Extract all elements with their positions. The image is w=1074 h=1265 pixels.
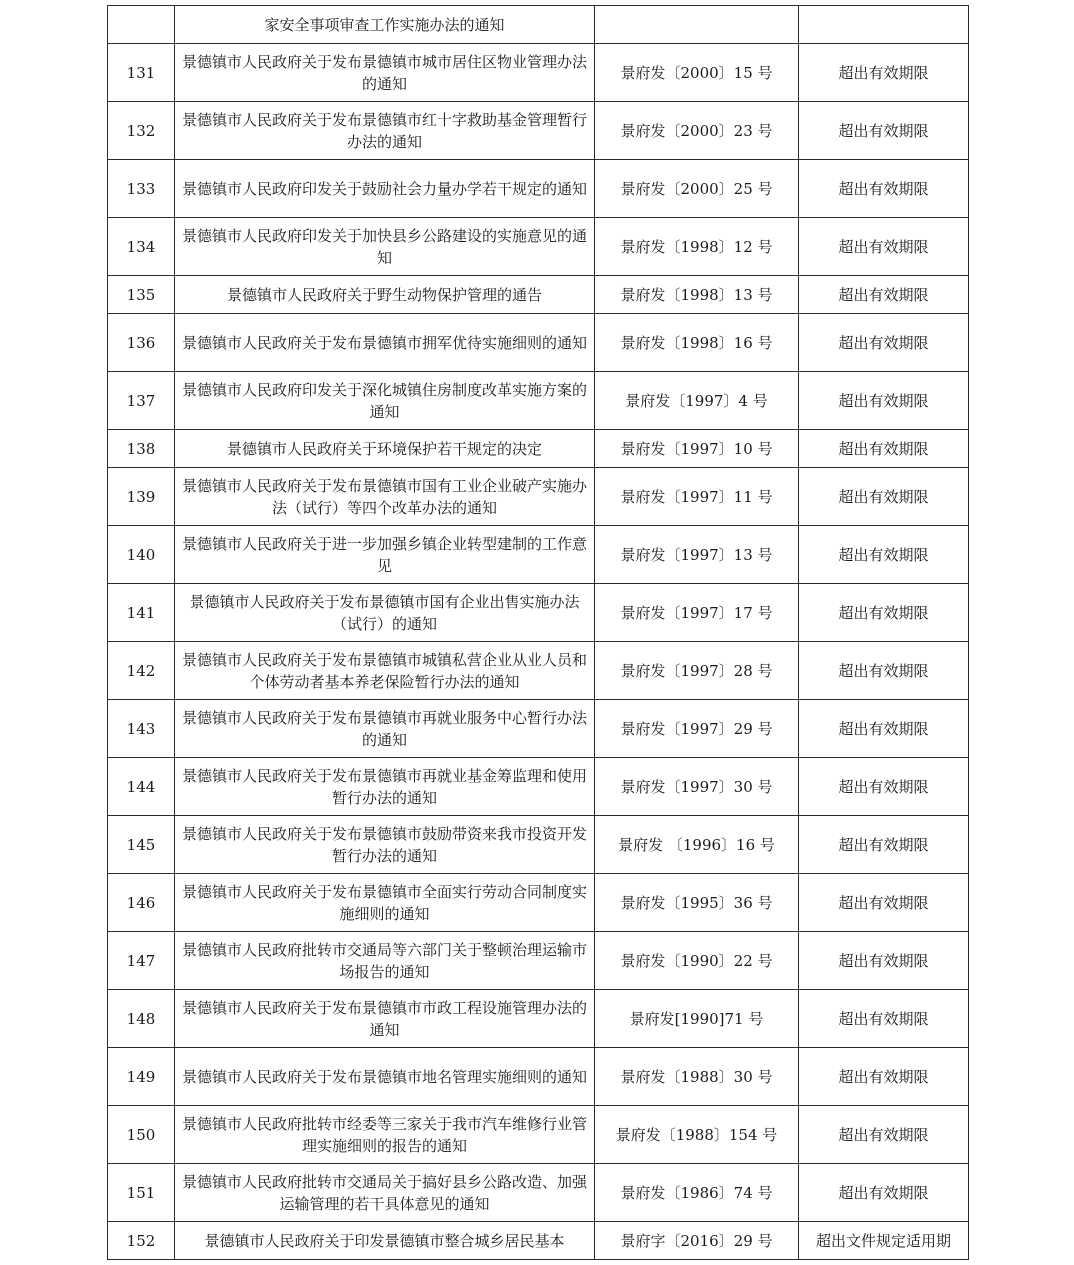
document-number: [595, 6, 799, 44]
abolition-reason: [799, 6, 969, 44]
abolition-reason: 超出有效期限: [799, 44, 969, 102]
row-number: 135: [108, 276, 175, 314]
document-number: 景府字〔2016〕29 号: [595, 1222, 799, 1260]
table-row: [108, 526, 969, 584]
row-number: 143: [108, 700, 175, 758]
table-row: [108, 468, 969, 526]
row-number: 133: [108, 160, 175, 218]
document-title: 景德镇市人民政府印发关于深化城镇住房制度改革实施方案的通知: [175, 372, 595, 430]
table-row: [108, 874, 969, 932]
document-number: 景府发〔1997〕13 号: [595, 526, 799, 584]
abolition-reason: 超出有效期限: [799, 102, 969, 160]
table-row: [108, 430, 969, 468]
table-row: [108, 990, 969, 1048]
abolition-reason: 超出有效期限: [799, 276, 969, 314]
document-number: 景府发〔1995〕36 号: [595, 874, 799, 932]
abolition-reason: 超出有效期限: [799, 314, 969, 372]
table-body: [108, 6, 969, 1260]
document-number: 景府发〔1998〕12 号: [595, 218, 799, 276]
document-number: 景府发〔2000〕15 号: [595, 44, 799, 102]
document-number: 景府发〔1997〕10 号: [595, 430, 799, 468]
row-number: 136: [108, 314, 175, 372]
table-row: [108, 1164, 969, 1222]
document-number: 景府发[1990]71 号: [595, 990, 799, 1048]
document-number: 景府发〔1997〕28 号: [595, 642, 799, 700]
document-title: 家安全事项审查工作实施办法的通知: [175, 6, 595, 44]
table-row-continued: [108, 6, 969, 44]
document-number: 景府发〔1997〕29 号: [595, 700, 799, 758]
row-number: 139: [108, 468, 175, 526]
abolition-reason: 超出有效期限: [799, 758, 969, 816]
document-number: 景府发〔1998〕16 号: [595, 314, 799, 372]
document-number: 景府发〔1990〕22 号: [595, 932, 799, 990]
document-title: 景德镇市人民政府关于发布景德镇市国有企业出售实施办法（试行）的通知: [175, 584, 595, 642]
table-row: [108, 758, 969, 816]
document-title: 景德镇市人民政府关于发布景德镇市城市居住区物业管理办法的通知: [175, 44, 595, 102]
document-title: 景德镇市人民政府关于野生动物保护管理的通告: [175, 276, 595, 314]
document-number: 景府发〔1998〕13 号: [595, 276, 799, 314]
document-title: 景德镇市人民政府关于发布景德镇市再就业基金筹监理和使用暂行办法的通知: [175, 758, 595, 816]
document-number: 景府发〔1988〕30 号: [595, 1048, 799, 1106]
document-title: 景德镇市人民政府印发关于鼓励社会力量办学若干规定的通知: [175, 160, 595, 218]
table-row: [108, 160, 969, 218]
abolition-reason: 超出有效期限: [799, 160, 969, 218]
document-title: 景德镇市人民政府批转市交通局等六部门关于整顿治理运输市场报告的通知: [175, 932, 595, 990]
abolition-reason: 超出有效期限: [799, 816, 969, 874]
row-number: 152: [108, 1222, 175, 1260]
abolition-reason: 超出有效期限: [799, 700, 969, 758]
table-row: [108, 816, 969, 874]
table-row: [108, 584, 969, 642]
abolition-reason: 超出有效期限: [799, 526, 969, 584]
document-title: 景德镇市人民政府批转市经委等三家关于我市汽车维修行业管理实施细则的报告的通知: [175, 1106, 595, 1164]
abolished-documents-table: [107, 5, 969, 1260]
abolition-reason: 超出有效期限: [799, 218, 969, 276]
abolition-reason: 超出有效期限: [799, 874, 969, 932]
table-row: [108, 642, 969, 700]
abolition-reason: 超出文件规定适用期: [799, 1222, 969, 1260]
row-number: 137: [108, 372, 175, 430]
row-number: 132: [108, 102, 175, 160]
row-number: 148: [108, 990, 175, 1048]
abolition-reason: 超出有效期限: [799, 1106, 969, 1164]
row-number: 145: [108, 816, 175, 874]
document-number: 景府发〔1986〕74 号: [595, 1164, 799, 1222]
table-row: [108, 314, 969, 372]
document-title: 景德镇市人民政府关于发布景德镇市红十字救助基金管理暂行办法的通知: [175, 102, 595, 160]
table-row: [108, 372, 969, 430]
abolition-reason: 超出有效期限: [799, 430, 969, 468]
document-title: 景德镇市人民政府关于进一步加强乡镇企业转型建制的工作意见: [175, 526, 595, 584]
document-title: 景德镇市人民政府关于发布景德镇市市政工程设施管理办法的通知: [175, 990, 595, 1048]
document-title: 景德镇市人民政府关于发布景德镇市再就业服务中心暂行办法的通知: [175, 700, 595, 758]
document-number: 景府发〔1997〕17 号: [595, 584, 799, 642]
table-row: [108, 1222, 969, 1260]
document-title: 景德镇市人民政府印发关于加快县乡公路建设的实施意见的通知: [175, 218, 595, 276]
table-row: [108, 700, 969, 758]
row-number: 147: [108, 932, 175, 990]
abolition-reason: 超出有效期限: [799, 642, 969, 700]
table-row: [108, 932, 969, 990]
abolition-reason: 超出有效期限: [799, 1164, 969, 1222]
row-number: 134: [108, 218, 175, 276]
row-number: [108, 6, 175, 44]
row-number: 150: [108, 1106, 175, 1164]
row-number: 144: [108, 758, 175, 816]
table-row: [108, 102, 969, 160]
document-title: 景德镇市人民政府关于发布景德镇市城镇私营企业从业人员和个体劳动者基本养老保险暂行办法的通知: [175, 642, 595, 700]
document-number: 景府发 〔1996〕16 号: [595, 816, 799, 874]
table-row: [108, 1048, 969, 1106]
document-number: 景府发〔1997〕11 号: [595, 468, 799, 526]
abolition-reason: 超出有效期限: [799, 372, 969, 430]
document-title: 景德镇市人民政府批转市交通局关于搞好县乡公路改造、加强运输管理的若干具体意见的通知: [175, 1164, 595, 1222]
document-title: 景德镇市人民政府关于发布景德镇市拥军优待实施细则的通知: [175, 314, 595, 372]
row-number: 131: [108, 44, 175, 102]
abolition-reason: 超出有效期限: [799, 584, 969, 642]
document-number: 景府发〔1988〕154 号: [595, 1106, 799, 1164]
table-row: [108, 44, 969, 102]
document-title: 景德镇市人民政府关于发布景德镇市鼓励带资来我市投资开发暂行办法的通知: [175, 816, 595, 874]
document-number: 景府发〔2000〕25 号: [595, 160, 799, 218]
document-title: 景德镇市人民政府关于发布景德镇市地名管理实施细则的通知: [175, 1048, 595, 1106]
document-title: 景德镇市人民政府关于发布景德镇市全面实行劳动合同制度实施细则的通知: [175, 874, 595, 932]
row-number: 142: [108, 642, 175, 700]
row-number: 149: [108, 1048, 175, 1106]
document-number: 景府发〔2000〕23 号: [595, 102, 799, 160]
table-row: [108, 276, 969, 314]
document-title: 景德镇市人民政府关于环境保护若干规定的决定: [175, 430, 595, 468]
document-title: 景德镇市人民政府关于发布景德镇市国有工业企业破产实施办法（试行）等四个改革办法的通知: [175, 468, 595, 526]
abolition-reason: 超出有效期限: [799, 1048, 969, 1106]
row-number: 141: [108, 584, 175, 642]
abolition-reason: 超出有效期限: [799, 932, 969, 990]
document-number: 景府发〔1997〕4 号: [595, 372, 799, 430]
abolition-reason: 超出有效期限: [799, 468, 969, 526]
row-number: 151: [108, 1164, 175, 1222]
row-number: 146: [108, 874, 175, 932]
document-number: 景府发〔1997〕30 号: [595, 758, 799, 816]
row-number: 140: [108, 526, 175, 584]
row-number: 138: [108, 430, 175, 468]
document-title: 景德镇市人民政府关于印发景德镇市整合城乡居民基本: [175, 1222, 595, 1260]
table-row: [108, 218, 969, 276]
table-row: [108, 1106, 969, 1164]
abolition-reason: 超出有效期限: [799, 990, 969, 1048]
